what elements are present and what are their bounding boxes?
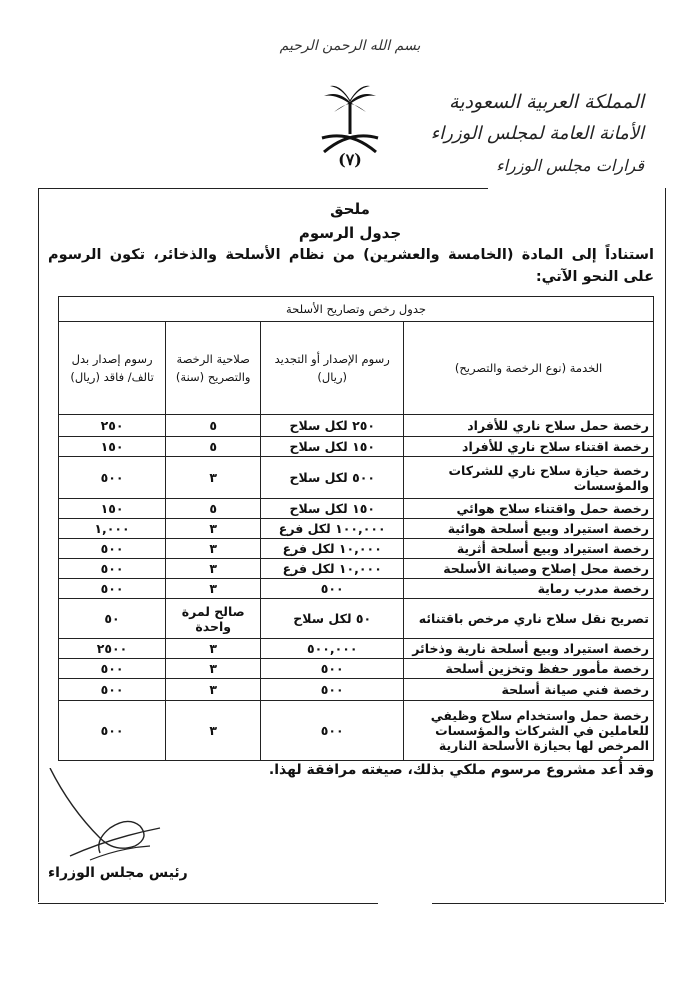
cell-fee: ٥٠٠ bbox=[261, 579, 404, 599]
cell-service: رخصة مدرب رماية bbox=[404, 579, 654, 599]
cell-validity: ٥ bbox=[166, 415, 261, 437]
cell-fee: ٥٠٠ bbox=[261, 701, 404, 761]
table-row bbox=[59, 599, 654, 639]
table-row bbox=[59, 559, 654, 579]
cell-replacement: ٥٠٠ bbox=[59, 701, 166, 761]
closing-statement: وقد أُعد مشروع مرسوم ملكي بذلك، صيغته مرافقة لهذا. bbox=[268, 762, 654, 778]
cell-service: رخصة محل إصلاح وصيانة الأسلحة bbox=[404, 559, 654, 579]
cell-replacement: ٢٥٠ bbox=[59, 415, 166, 437]
cell-service: رخصة اقتناء سلاح ناري للأفراد bbox=[404, 437, 654, 457]
cell-replacement: ٥٠٠ bbox=[59, 559, 166, 579]
cell-fee: ١٠,٠٠٠ لكل فرع bbox=[261, 559, 404, 579]
table-row bbox=[59, 579, 654, 599]
header-validity: صلاحية الرخصة والتصريح (سنة) bbox=[166, 322, 261, 415]
saudi-emblem-icon bbox=[318, 82, 382, 160]
cell-service: رخصة فني صيانة أسلحة bbox=[404, 679, 654, 701]
cell-fee: ٥٠ لكل سلاح bbox=[261, 599, 404, 639]
cell-fee: ٥٠٠ bbox=[261, 659, 404, 679]
cell-fee: ٥٠٠ لكل سلاح bbox=[261, 457, 404, 499]
cell-service: رخصة حمل واقتناء سلاح هوائي bbox=[404, 499, 654, 519]
fees-schedule-title: جدول الرسوم bbox=[298, 224, 402, 242]
fees-table bbox=[58, 296, 654, 761]
cell-validity: ٣ bbox=[166, 679, 261, 701]
header-fee: رسوم الإصدار أو التجديد (ريال) bbox=[261, 322, 404, 415]
cell-service: رخصة مأمور حفظ وتخزين أسلحة bbox=[404, 659, 654, 679]
table-row bbox=[59, 415, 654, 437]
table-row bbox=[59, 679, 654, 701]
cell-replacement: ٢٥٠٠ bbox=[59, 639, 166, 659]
cell-validity: ٣ bbox=[166, 559, 261, 579]
cell-validity: ٣ bbox=[166, 519, 261, 539]
cell-fee: ١٠٠,٠٠٠ لكل فرع bbox=[261, 519, 404, 539]
secretariat-name: الأمانة العامة لمجلس الوزراء bbox=[430, 123, 644, 144]
cell-fee: ١٥٠ لكل سلاح bbox=[261, 499, 404, 519]
signature-icon bbox=[40, 768, 170, 868]
president-title: رئيس مجلس الوزراء bbox=[48, 865, 188, 881]
cell-replacement: ٥٠٠ bbox=[59, 679, 166, 701]
table-row bbox=[59, 639, 654, 659]
cell-service: رخصة استيراد وبيع أسلحة نارية وذخائر bbox=[404, 639, 654, 659]
intro-paragraph: استناداً إلى المادة (الخامسة والعشرين) من نظام الأسلحة والذخائر، تكون الرسوم على النحو الآتي: bbox=[48, 247, 654, 285]
cell-fee: ٢٥٠ لكل سلاح bbox=[261, 415, 404, 437]
kingdom-name: المملكة العربية السعودية bbox=[449, 91, 644, 113]
basmala: بسم الله الرحمن الرحيم bbox=[279, 38, 421, 54]
cell-service: رخصة حمل سلاح ناري للأفراد bbox=[404, 415, 654, 437]
frame-bottom-rule bbox=[432, 903, 664, 904]
cell-replacement: ٥٠٠ bbox=[59, 579, 166, 599]
table-row bbox=[59, 519, 654, 539]
table-row bbox=[59, 659, 654, 679]
fees-table-body bbox=[59, 415, 654, 761]
cell-replacement: ١٥٠ bbox=[59, 437, 166, 457]
cell-validity: ٣ bbox=[166, 639, 261, 659]
cell-replacement: ١,٠٠٠ bbox=[59, 519, 166, 539]
table-row bbox=[59, 701, 654, 761]
table-row bbox=[59, 457, 654, 499]
cell-fee: ١٥٠ لكل سلاح bbox=[261, 437, 404, 457]
frame-bottom-rule bbox=[38, 903, 378, 904]
cell-replacement: ٥٠ bbox=[59, 599, 166, 639]
table-row bbox=[59, 539, 654, 559]
cell-validity: ٥ bbox=[166, 437, 261, 457]
decisions-label: قرارات مجلس الوزراء bbox=[496, 156, 644, 175]
cell-validity: ٣ bbox=[166, 659, 261, 679]
cell-validity: ٣ bbox=[166, 701, 261, 761]
cell-service: تصريح نقل سلاح ناري مرخص باقتنائه bbox=[404, 599, 654, 639]
cell-service: رخصة حمل واستخدام سلاح وظيفي للعاملين في الشركات والمؤسسات المرخص لها بحيازة الأسلحة النارية bbox=[404, 701, 654, 761]
cell-replacement: ٥٠٠ bbox=[59, 659, 166, 679]
letterhead bbox=[431, 86, 644, 182]
table-title: جدول رخص وتصاريح الأسلحة bbox=[59, 297, 654, 322]
cell-validity: ٣ bbox=[166, 457, 261, 499]
table-row bbox=[59, 499, 654, 519]
cell-service: رخصة حيازة سلاح ناري للشركات والمؤسسات bbox=[404, 457, 654, 499]
cell-replacement: ٥٠٠ bbox=[59, 539, 166, 559]
cell-validity: ٣ bbox=[166, 579, 261, 599]
cell-replacement: ٥٠٠ bbox=[59, 457, 166, 499]
table-row bbox=[59, 437, 654, 457]
cell-fee: ١٠,٠٠٠ لكل فرع bbox=[261, 539, 404, 559]
header-service: الخدمة (نوع الرخصة والتصريح) bbox=[404, 322, 654, 415]
cell-validity: ٥ bbox=[166, 499, 261, 519]
cell-replacement: ١٥٠ bbox=[59, 499, 166, 519]
annex-label: ملحق bbox=[330, 200, 370, 218]
cell-service: رخصة استيراد وبيع أسلحة هوائية bbox=[404, 519, 654, 539]
cell-validity: ٣ bbox=[166, 539, 261, 559]
cell-fee: ٥٠٠,٠٠٠ bbox=[261, 639, 404, 659]
cell-fee: ٥٠٠ bbox=[261, 679, 404, 701]
emblem-number: (٧) bbox=[338, 150, 362, 169]
cell-service: رخصة استيراد وبيع أسلحة أثرية bbox=[404, 539, 654, 559]
frame-top-rule bbox=[38, 188, 488, 189]
header-replacement: رسوم إصدار بدل تالف/ فاقد (ريال) bbox=[59, 322, 166, 415]
cell-validity: صالح لمرة واحدة bbox=[166, 599, 261, 639]
